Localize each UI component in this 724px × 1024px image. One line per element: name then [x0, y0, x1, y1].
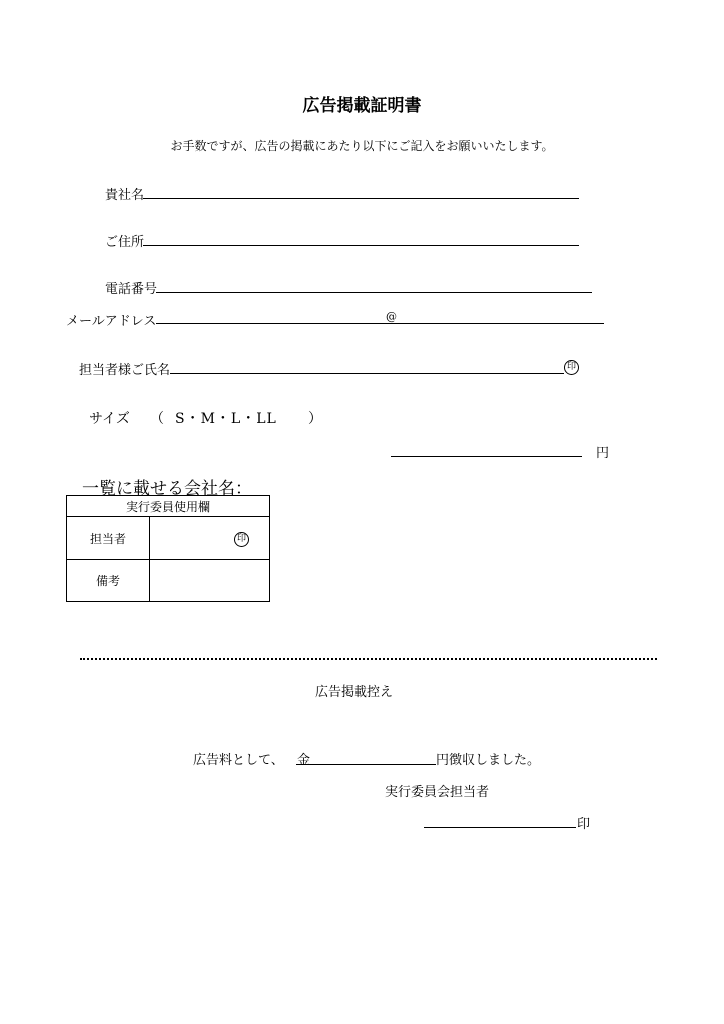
- size-options[interactable]: S・M・L・LL: [175, 411, 277, 427]
- email-label: メールアドレス: [66, 314, 157, 329]
- receipt-amount-line[interactable]: [296, 764, 436, 765]
- address-input-line[interactable]: [143, 245, 579, 246]
- size-close-paren: ）: [308, 411, 322, 427]
- company-input-line[interactable]: [143, 198, 579, 199]
- receipt-kin-label: 金: [297, 753, 311, 768]
- amount-unit: 円: [596, 446, 610, 461]
- contact-seal-icon: 印: [564, 360, 579, 375]
- committee-staff-cell[interactable]: [150, 517, 270, 560]
- phone-label: 電話番号: [105, 282, 158, 297]
- size-label: サイズ: [89, 411, 130, 427]
- receipt-staff-label: 実行委員会担当者: [385, 785, 490, 800]
- amount-input-line[interactable]: [391, 456, 582, 457]
- committee-box-header: 実行委員使用欄: [67, 496, 270, 517]
- receipt-fee-suffix: 円徴収しました。: [436, 753, 541, 768]
- committee-notes-cell[interactable]: [150, 560, 270, 602]
- committee-seal-icon: 印: [234, 532, 249, 547]
- receipt-title: 広告掲載控え: [314, 685, 393, 700]
- committee-notes-label: 備考: [67, 560, 150, 602]
- company-label: 貴社名: [105, 188, 145, 203]
- size-open-paren: （: [150, 411, 164, 427]
- receipt-fee-prefix: 広告料として、: [193, 753, 284, 768]
- email-input-line[interactable]: [156, 323, 604, 324]
- contact-label: 担当者様ご氏名: [79, 363, 171, 378]
- email-at-sign: @: [386, 310, 397, 323]
- document-title: 広告掲載証明書: [302, 96, 422, 116]
- address-label: ご住所: [105, 235, 145, 250]
- receipt-seal-text: 印: [577, 817, 591, 832]
- receipt-signature-line[interactable]: [424, 827, 576, 828]
- contact-input-line[interactable]: [170, 373, 564, 374]
- intro-text: お手数ですが、広告の掲載にあたり以下にご記入をお願いいたします。: [170, 139, 554, 153]
- listing-label: 一覧に載せる会社名：: [82, 479, 252, 499]
- cut-line-divider: [80, 658, 657, 660]
- committee-use-box: [66, 495, 270, 602]
- committee-staff-label: 担当者: [67, 517, 150, 560]
- phone-input-line[interactable]: [156, 292, 592, 293]
